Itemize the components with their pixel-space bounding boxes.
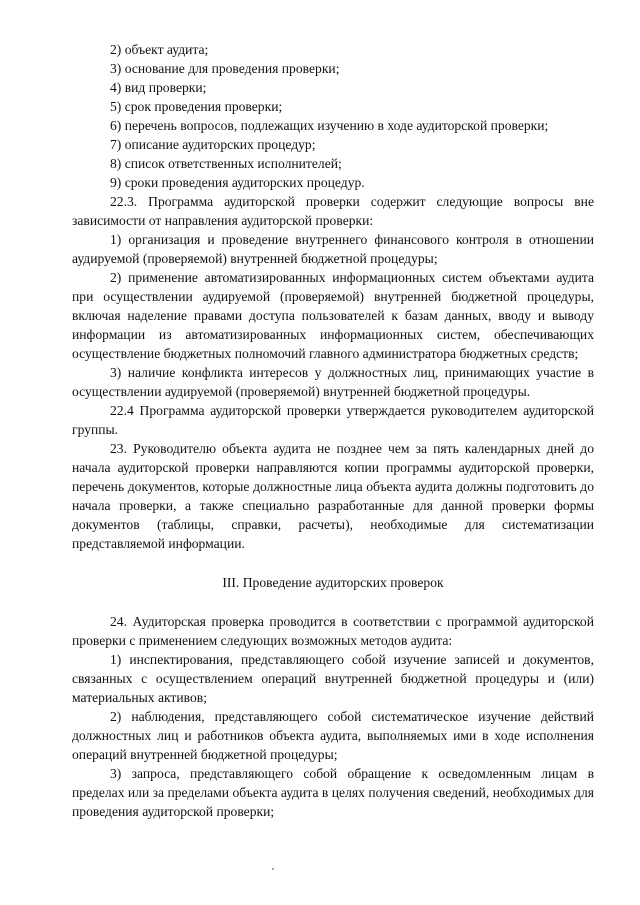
list-item-basis: 3) основание для проведения проверки;: [110, 61, 340, 76]
paragraph-22-3: 22.3. Программа аудиторской проверки содержит следующие вопросы вне зависимости от направления аудиторской проверки:: [72, 194, 594, 228]
list-item-questions: 6) перечень вопросов, подлежащих изучению в ходе аудиторской проверки;: [110, 118, 549, 133]
list-item-request: 3) запроса, представляющего собой обращение к осведомленным лицам в пределах или за пределами объекта аудита в целях получения сведений, необходимых для проведения аудиторской проверки;: [72, 766, 594, 819]
list-item-type: 4) вид проверки;: [110, 80, 207, 95]
list-item-inspection: 1) инспектирования, представляющего собой изучение записей и документов, связанных с осуществлением операций внутренней бюджетной процедуры и (или) материальных активов;: [72, 652, 594, 705]
list-item-procedures: 7) описание аудиторских процедур;: [110, 137, 316, 152]
list-item-conflict-of-interest: 3) наличие конфликта интересов у должностных лиц, принимающих участие в осуществлении аудируемой (проверяемой) внутренней бюджетной процедуры.: [72, 365, 594, 399]
section-heading: III. Проведение аудиторских проверок: [222, 575, 444, 590]
page-mark: [272, 868, 274, 870]
list-item-information-systems: 2) применение автоматизированных информационных систем объектами аудита при осуществлении аудируемой (проверяемой) внутренней бюджетной процедуры, включая наделение правами доступа пользователей к базам данных, вводу и выводу информации из автоматизированных информационных систем, обеспечивающих осуществление бюджетных полномочий главного администратора бюджетных средств;: [72, 270, 594, 361]
list-item-executors: 8) список ответственных исполнителей;: [110, 156, 342, 171]
list-item-term: 5) срок проведения проверки;: [110, 99, 283, 114]
paragraph-23: 23. Руководителю объекта аудита не позднее чем за пять календарных дней до начала аудиторской проверки направляются копии программы аудиторской проверки, перечень документов, которые должностные лица объекта аудита должны подготовить до начала проверки, а также специально разработанные для данной проверки формы документов (таблицы, справки, расчеты), необходимые для систематизации представляемой информации.: [72, 441, 594, 551]
paragraph-22-4: 22.4 Программа аудиторской проверки утверждается руководителем аудиторской группы.: [72, 403, 594, 437]
list-item-observation: 2) наблюдения, представляющего собой систематическое изучение действий должностных лиц и работников объекта аудита, выполняемых ими в ходе исполнения операций внутренней бюджетной процедуры;: [72, 709, 594, 762]
list-item-audit-object: 2) объект аудита;: [110, 42, 209, 57]
list-item-deadlines: 9) сроки проведения аудиторских процедур.: [110, 175, 365, 190]
document-page: [72, 40, 594, 821]
paragraph-24: 24. Аудиторская проверка проводится в соответствии с программой аудиторской проверки с применением следующих возможных методов аудита:: [72, 614, 594, 648]
list-item-internal-control: 1) организация и проведение внутреннего финансового контроля в отношении аудируемой (проверяемой) внутренней бюджетной процедуры;: [72, 232, 594, 266]
